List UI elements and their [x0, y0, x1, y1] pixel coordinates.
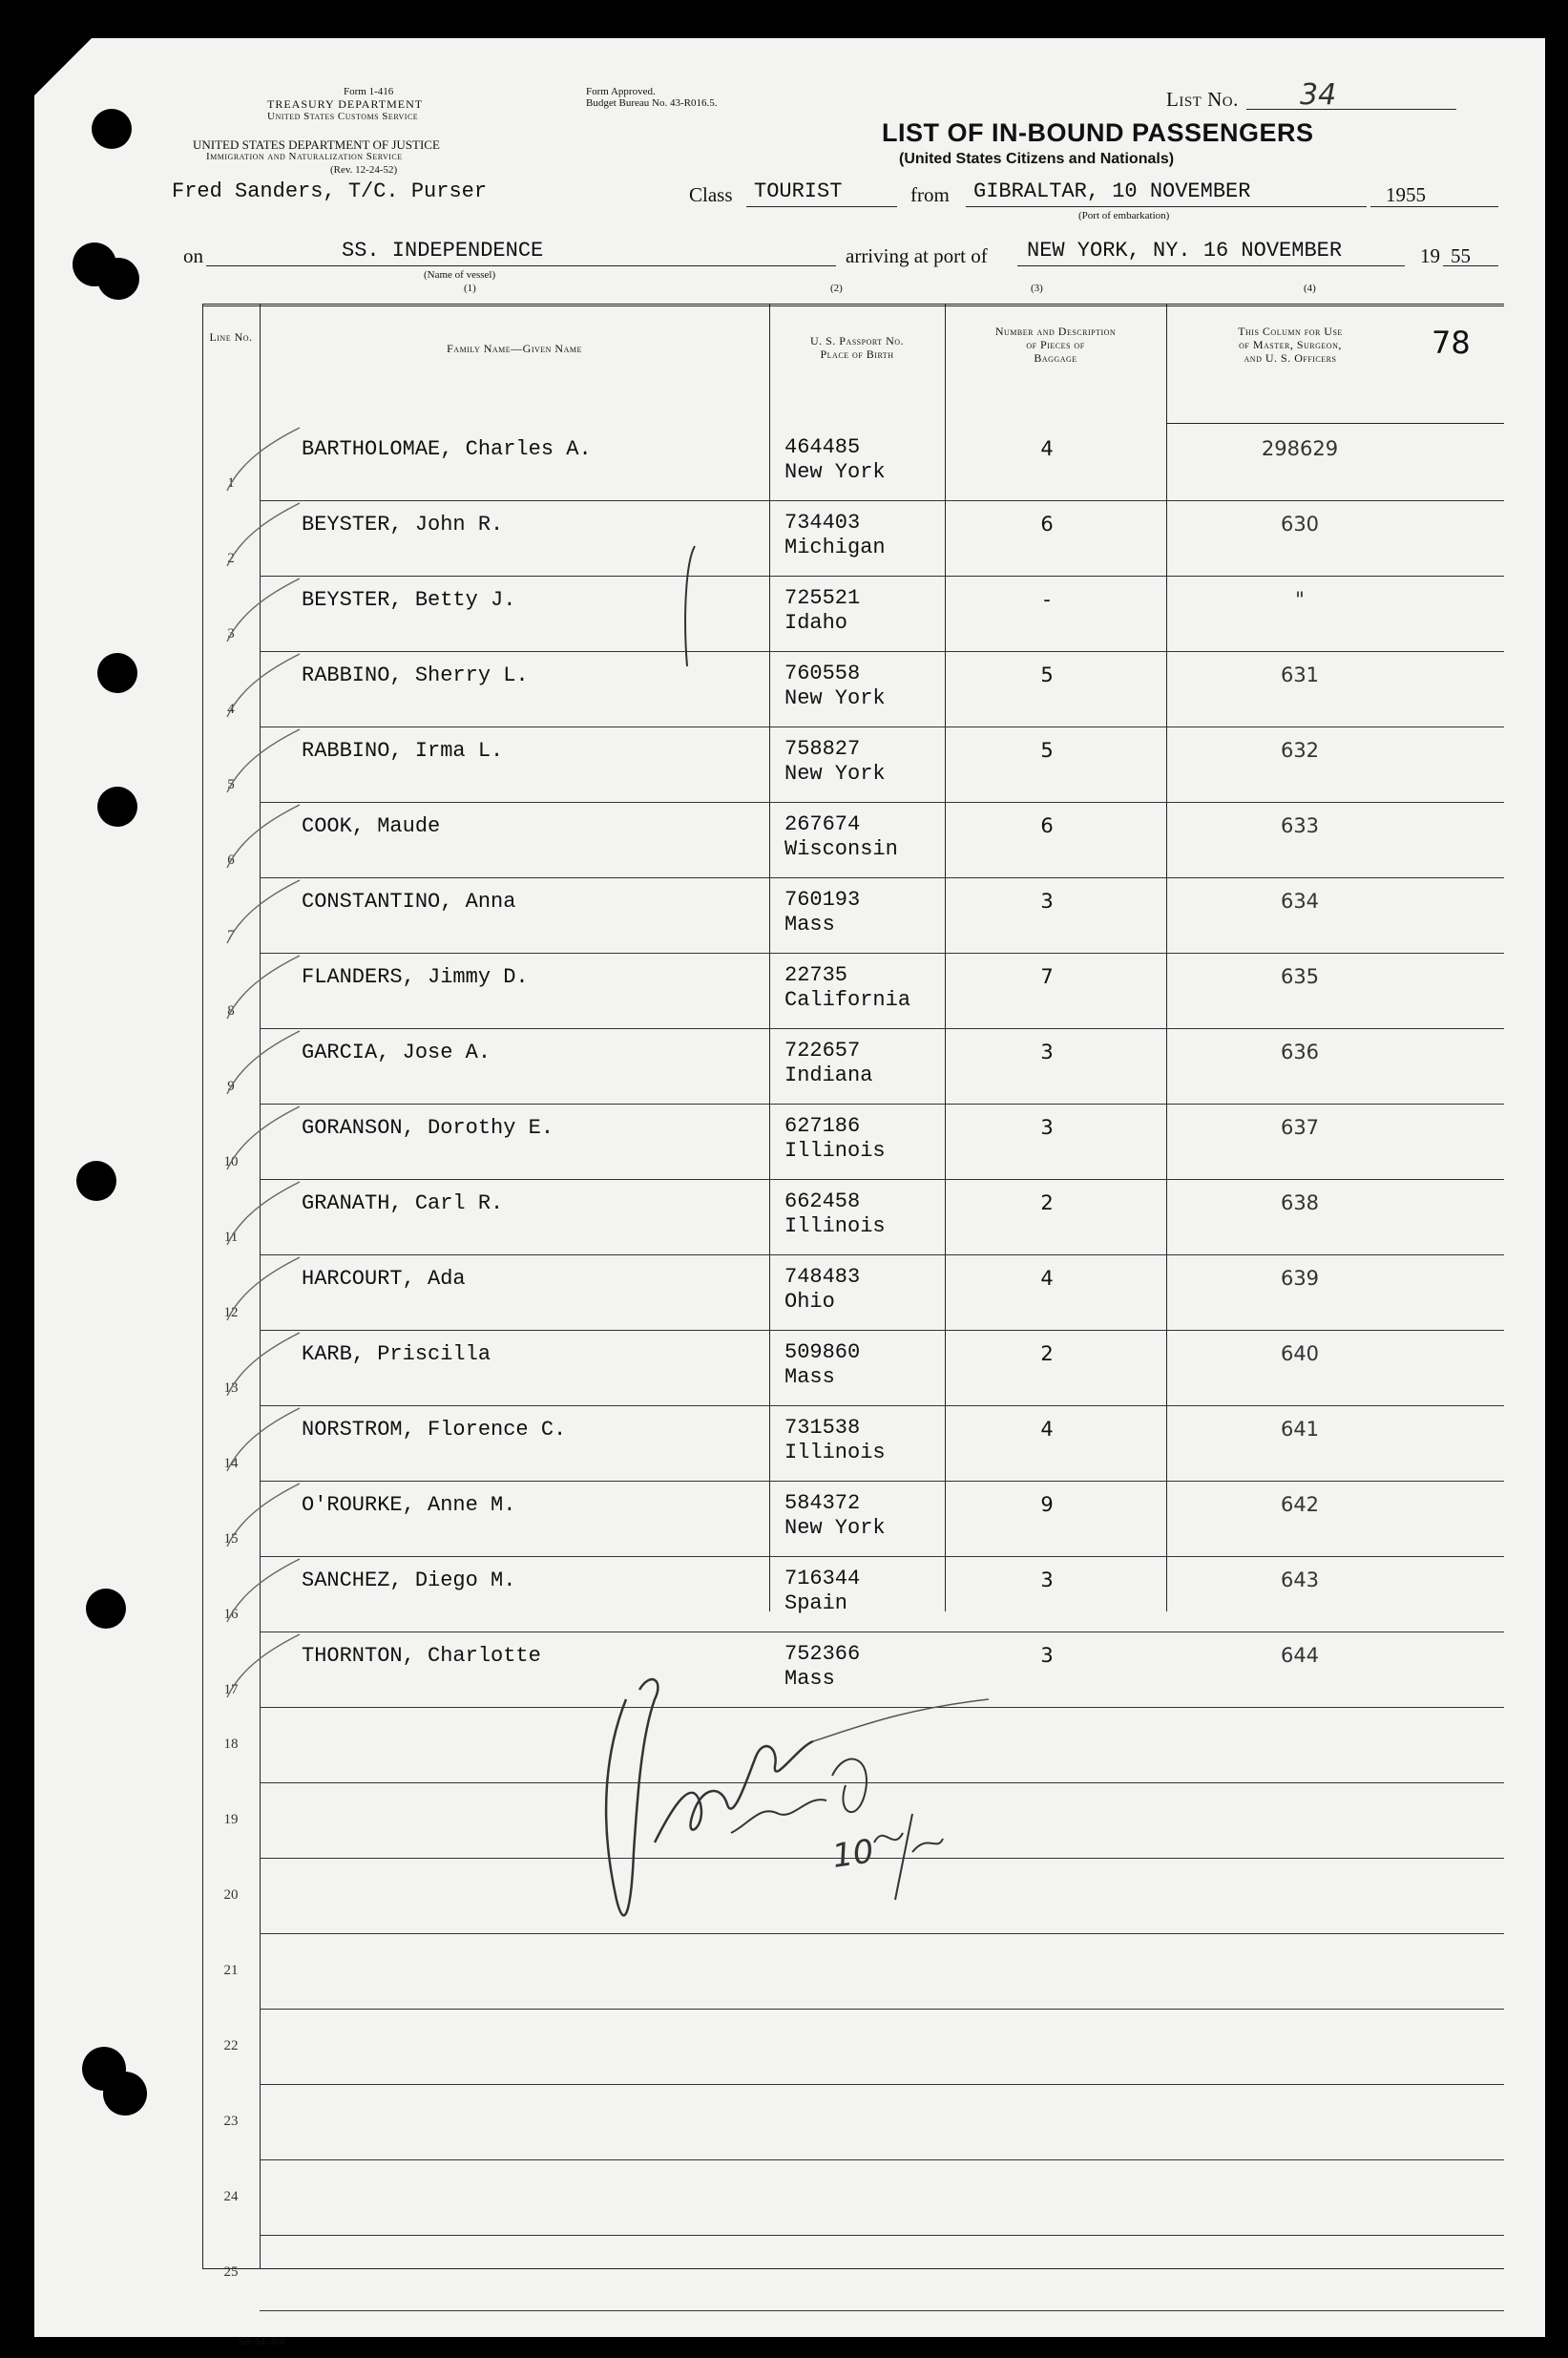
line-number: 12 — [223, 1305, 239, 1320]
table-row — [202, 2236, 1504, 2311]
baggage-count: 4 — [1040, 1418, 1054, 1441]
punch-hole — [103, 2072, 147, 2116]
passport-number: 662458 — [784, 1190, 861, 1213]
row-rule — [260, 2310, 1504, 2311]
line-number: 1 — [227, 475, 235, 491]
table-row — [202, 1406, 1504, 1482]
table-row — [202, 727, 1504, 803]
footer-code: SR-54-309 — [239, 2337, 285, 2347]
form-approved: Form Approved. — [586, 86, 656, 97]
col-header-passport — [769, 334, 945, 361]
line-number: 2 — [227, 551, 235, 566]
passport-cell — [784, 662, 886, 711]
table-row — [202, 1557, 1504, 1632]
line-number: 17 — [223, 1682, 239, 1697]
officer-number: 641 — [1280, 1418, 1320, 1441]
line-number: 8 — [227, 1003, 235, 1019]
passport-number: 760558 — [784, 662, 861, 685]
check-mark-icon — [221, 952, 307, 1028]
class-value: TOURIST — [754, 179, 843, 203]
passport-cell — [784, 737, 886, 787]
year-prefix: 19 — [1420, 244, 1440, 267]
passenger-name: KARB, Priscilla — [302, 1342, 491, 1366]
col-num-1: (1) — [464, 283, 476, 294]
line-number: 25 — [223, 2264, 239, 2280]
vessel-caption: (Name of vessel) — [424, 269, 496, 281]
check-mark-icon — [221, 1103, 307, 1179]
passport-number: 22735 — [784, 963, 848, 987]
ins-service: Immigration and Naturalization Service — [206, 151, 403, 162]
passport-number: 716344 — [784, 1567, 861, 1590]
svg-text:10: 10 — [829, 1832, 877, 1876]
on-label: on — [183, 244, 203, 267]
form-number: Form 1-416 — [344, 86, 394, 97]
officer-number: 642 — [1280, 1493, 1320, 1516]
passenger-name: CONSTANTINO, Anna — [302, 890, 516, 914]
passport-cell — [784, 1114, 886, 1164]
line-number: 11 — [223, 1230, 239, 1245]
handwritten-signature — [588, 1661, 1046, 1967]
passport-cell — [784, 888, 860, 937]
line-number: 3 — [227, 626, 235, 642]
passport-number: 464485 — [784, 435, 861, 459]
place-of-birth: Illinois — [784, 1441, 886, 1464]
class-label: Class — [689, 183, 733, 206]
baggage-count: 7 — [1040, 965, 1054, 988]
vessel-name: SS. INDEPENDENCE — [342, 239, 544, 263]
check-mark-icon — [221, 1631, 307, 1707]
line-number: 24 — [223, 2189, 239, 2204]
officer-number: 298629 — [1261, 437, 1339, 460]
baggage-count: - — [1043, 588, 1051, 611]
passenger-name: RABBINO, Sherry L. — [302, 663, 529, 687]
table-row — [202, 2160, 1504, 2236]
passenger-name: COOK, Maude — [302, 814, 441, 838]
passenger-name: BEYSTER, Betty J. — [302, 588, 516, 612]
passenger-name: BEYSTER, John R. — [302, 513, 504, 537]
place-of-birth: Mass — [784, 1365, 835, 1389]
line-number: 14 — [223, 1456, 239, 1471]
table-row — [202, 426, 1504, 501]
officer-number: " — [1295, 588, 1305, 611]
passport-number: 760193 — [784, 888, 861, 912]
col-header-passport-2: Place of Birth — [820, 347, 894, 361]
check-mark-icon — [221, 801, 307, 877]
line-number: 10 — [223, 1154, 239, 1169]
place-of-birth: New York — [784, 762, 886, 786]
col-header-officers-1: This Column for Use — [1238, 325, 1343, 338]
year-suffix: 55 — [1451, 244, 1471, 267]
table-row — [202, 1331, 1504, 1406]
check-mark-icon — [221, 1480, 307, 1556]
passport-cell — [784, 1416, 886, 1465]
baggage-count: 4 — [1040, 1267, 1054, 1290]
port-embark-caption: (Port of embarkation) — [1078, 210, 1170, 221]
baggage-count: 6 — [1040, 814, 1054, 837]
check-mark-icon — [221, 1253, 307, 1330]
check-mark-icon — [221, 726, 307, 802]
line-number: 9 — [227, 1079, 235, 1094]
baggage-count: 3 — [1040, 890, 1054, 913]
col-header-officers — [1166, 325, 1414, 365]
passport-cell — [784, 1491, 886, 1541]
passport-number: 627186 — [784, 1114, 861, 1138]
col-header-baggage-2: of Pieces of — [1026, 338, 1085, 351]
arriving-label: arriving at port of — [846, 244, 988, 267]
passport-cell — [784, 435, 886, 485]
table-row — [202, 878, 1504, 954]
passport-number: 758827 — [784, 737, 861, 761]
line-number: 19 — [223, 1812, 239, 1827]
officer-number: 631 — [1280, 663, 1320, 686]
place-of-birth: Illinois — [784, 1139, 886, 1163]
officer-number: 635 — [1280, 965, 1320, 988]
baggage-count: 9 — [1040, 1493, 1054, 1516]
passport-cell — [784, 812, 898, 862]
col-header-baggage-1: Number and Description — [994, 325, 1117, 338]
col-num-4: (4) — [1304, 283, 1316, 294]
col-header-baggage-3: Baggage — [1034, 351, 1077, 365]
passport-number: 731538 — [784, 1416, 861, 1440]
officer-number: 632 — [1280, 739, 1320, 762]
officer-number: 638 — [1280, 1191, 1320, 1214]
col-num-2: (2) — [830, 283, 843, 294]
place-of-birth: Idaho — [784, 611, 848, 635]
passport-cell — [784, 586, 860, 636]
baggage-count: 3 — [1040, 1568, 1054, 1591]
punch-hole — [86, 1589, 126, 1629]
check-mark-icon — [221, 876, 307, 953]
passenger-name: SANCHEZ, Diego M. — [302, 1568, 516, 1592]
check-mark-icon — [221, 650, 307, 726]
line-number: 4 — [227, 702, 235, 717]
place-of-birth: New York — [784, 460, 886, 484]
col-header-officers-3: and U. S. Officers — [1244, 351, 1337, 365]
officer-number: 644 — [1280, 1644, 1320, 1667]
place-of-birth: California — [784, 988, 911, 1012]
from-label: from — [910, 183, 950, 206]
passenger-name: HARCOURT, Ada — [302, 1267, 466, 1291]
passport-number: 584372 — [784, 1491, 861, 1515]
punch-hole — [76, 1161, 116, 1201]
check-mark-icon — [221, 1329, 307, 1405]
port-of-embarkation: GIBRALTAR, 10 NOVEMBER — [973, 179, 1251, 203]
passport-number: 725521 — [784, 586, 861, 610]
place-of-birth: Spain — [784, 1591, 848, 1615]
bracket-mark — [681, 544, 700, 668]
table-row — [202, 803, 1504, 878]
place-of-birth: New York — [784, 1516, 886, 1540]
passenger-name: O'ROURKE, Anne M. — [302, 1493, 516, 1517]
folded-corner — [34, 38, 92, 95]
line-number: 13 — [223, 1380, 239, 1396]
check-mark-icon — [221, 499, 307, 576]
table-row — [202, 577, 1504, 652]
baggage-count: 3 — [1040, 1041, 1054, 1063]
page-number: 78 — [1432, 325, 1471, 361]
officer-number: 634 — [1280, 890, 1320, 913]
passport-cell — [784, 1340, 860, 1390]
table-row — [202, 652, 1504, 727]
passenger-name: FLANDERS, Jimmy D. — [302, 965, 529, 989]
passport-cell — [784, 1039, 872, 1088]
passport-cell — [784, 963, 910, 1013]
place-of-birth: Mass — [784, 913, 835, 937]
col-header-passport-1: U. S. Passport No. — [809, 334, 905, 347]
check-mark-icon — [221, 1027, 307, 1104]
punch-hole — [97, 258, 139, 300]
check-mark-icon — [221, 1178, 307, 1254]
table-row — [202, 1180, 1504, 1255]
officer-number: 639 — [1280, 1267, 1320, 1290]
col-num-3: (3) — [1031, 283, 1043, 294]
list-number: 34 — [1300, 78, 1337, 112]
baggage-count: 3 — [1040, 1644, 1054, 1667]
place-of-birth: Mass — [784, 1667, 835, 1691]
officer-number: 633 — [1280, 814, 1320, 837]
line-number: 6 — [227, 853, 235, 868]
place-of-birth: Michigan — [784, 536, 886, 559]
table-row — [202, 1105, 1504, 1180]
passenger-table — [202, 304, 1504, 2280]
baggage-count: 4 — [1040, 437, 1054, 460]
arrival-port-date: NEW YORK, NY. 16 NOVEMBER — [1027, 239, 1343, 263]
line-number: 5 — [227, 777, 235, 792]
officer-number: 637 — [1280, 1116, 1320, 1139]
passport-number: 509860 — [784, 1340, 861, 1364]
punch-hole — [97, 653, 137, 693]
place-of-birth: New York — [784, 686, 886, 710]
passenger-name: BARTHOLOMAE, Charles A. — [302, 437, 592, 461]
baggage-count: 3 — [1040, 1116, 1054, 1139]
place-of-birth: Ohio — [784, 1290, 835, 1314]
officer-number: 630 — [1280, 513, 1320, 536]
line-number: 18 — [223, 1737, 239, 1752]
place-of-birth: Indiana — [784, 1063, 873, 1087]
col-header-baggage — [945, 325, 1166, 365]
passport-cell — [784, 511, 886, 560]
passport-cell — [784, 1567, 860, 1616]
justice-dept: UNITED STATES DEPARTMENT OF JUSTICE — [193, 137, 440, 152]
passenger-name: THORNTON, Charlotte — [302, 1644, 541, 1668]
passenger-name: GORANSON, Dorothy E. — [302, 1116, 554, 1140]
baggage-count: 2 — [1040, 1342, 1054, 1365]
budget-bureau: Budget Bureau No. 43-R016.5. — [586, 97, 718, 109]
customs-service: United States Customs Service — [267, 111, 419, 122]
line-number: 21 — [223, 1963, 239, 1978]
passport-number: 752366 — [784, 1642, 861, 1666]
table-row — [202, 1255, 1504, 1331]
officer-number: 643 — [1280, 1568, 1320, 1591]
passport-number: 734403 — [784, 511, 861, 535]
purser-name: Fred Sanders, T/C. Purser — [172, 179, 488, 203]
passport-number: 748483 — [784, 1265, 861, 1289]
baggage-count: 5 — [1040, 663, 1054, 686]
table-row — [202, 1029, 1504, 1105]
passport-cell — [784, 1190, 886, 1239]
check-mark-icon — [221, 424, 307, 500]
list-no-label: List No. — [1166, 88, 1239, 111]
passenger-name: GARCIA, Jose A. — [302, 1041, 491, 1064]
year-embarkation: 1955 — [1386, 183, 1426, 206]
page-subtitle: (United States Citizens and Nationals) — [899, 151, 1175, 167]
table-row — [202, 1482, 1504, 1557]
page-title: LIST OF IN-BOUND PASSENGERS — [882, 118, 1314, 147]
passenger-name: GRANATH, Carl R. — [302, 1191, 504, 1215]
col-header-officers-2: of Master, Surgeon, — [1239, 338, 1342, 351]
place-of-birth: Illinois — [784, 1214, 886, 1238]
baggage-count: 6 — [1040, 513, 1054, 536]
check-mark-icon — [221, 575, 307, 651]
passenger-name: NORSTROM, Florence C. — [302, 1418, 567, 1442]
table-row — [202, 2010, 1504, 2085]
passport-number: 722657 — [784, 1039, 861, 1063]
place-of-birth: Wisconsin — [784, 837, 898, 861]
check-mark-icon — [221, 1404, 307, 1481]
col-header-line: Line No. — [209, 330, 253, 344]
passport-cell — [784, 1265, 860, 1315]
punch-hole — [97, 787, 137, 827]
table-row — [202, 2085, 1504, 2160]
officer-number: 636 — [1280, 1041, 1320, 1063]
line-number: 15 — [223, 1531, 239, 1547]
line-number: 22 — [223, 2038, 239, 2053]
line-number: 16 — [223, 1607, 239, 1622]
table-row — [202, 954, 1504, 1029]
baggage-count: 5 — [1040, 739, 1054, 762]
manifest-page — [34, 38, 1545, 2347]
revision: (Rev. 12-24-52) — [330, 164, 398, 176]
line-number: 23 — [223, 2114, 239, 2129]
officer-number: 640 — [1280, 1342, 1320, 1365]
baggage-count: 2 — [1040, 1191, 1054, 1214]
check-mark-icon — [221, 1555, 307, 1632]
line-number: 7 — [227, 928, 235, 943]
table-row — [202, 501, 1504, 577]
passenger-name: RABBINO, Irma L. — [302, 739, 504, 763]
passport-number: 267674 — [784, 812, 861, 836]
col-header-name: Family Name—Given Name — [447, 342, 582, 355]
treasury-dept: TREASURY DEPARTMENT — [267, 97, 424, 111]
line-number: 20 — [223, 1887, 239, 1903]
punch-hole — [92, 109, 132, 149]
